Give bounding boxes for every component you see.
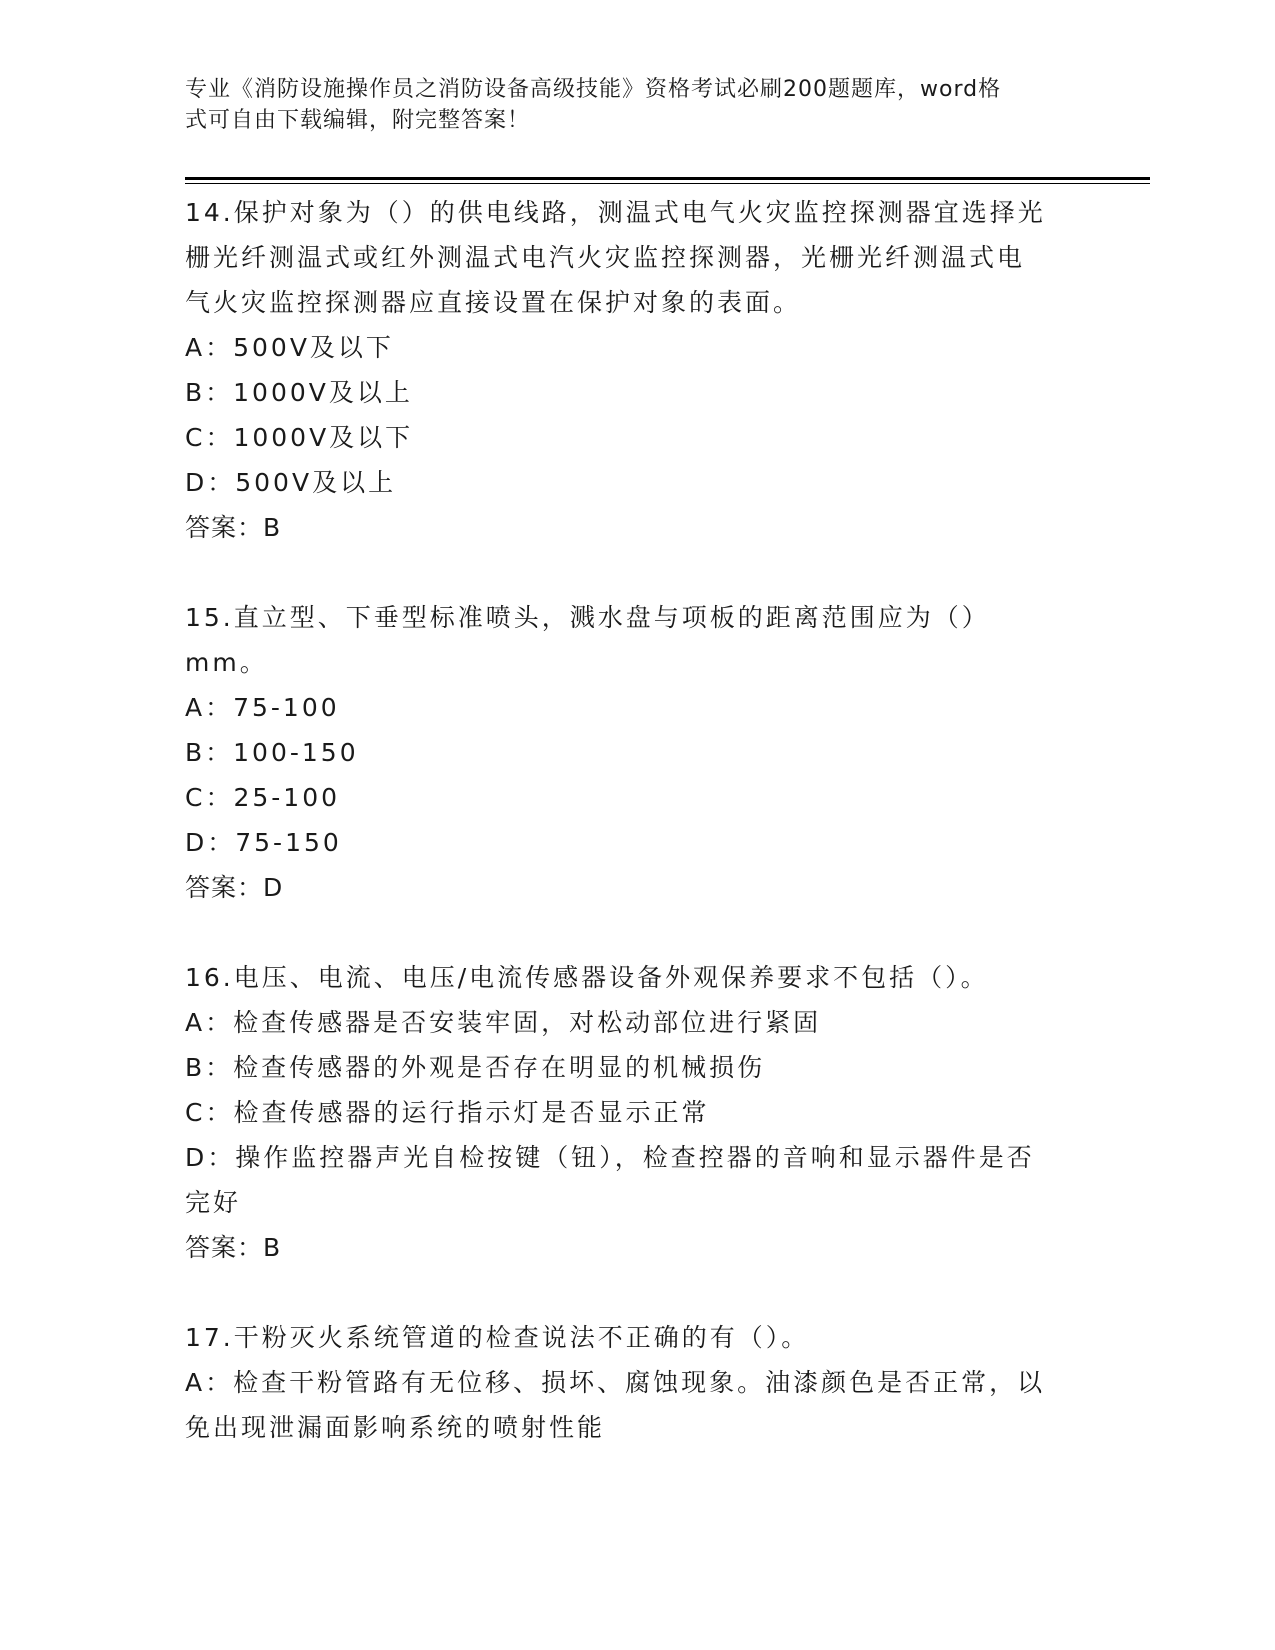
- option-d: D：75-150: [185, 828, 342, 857]
- header-line: 专业《消防设施操作员之消防设备高级技能》资格考试必刷200题题库，word格: [185, 77, 1002, 102]
- option-d: D：500V及以上: [185, 468, 397, 497]
- question-15: [185, 595, 1070, 910]
- question-stem: 栅光纤测温式或红外测温式电汽火灾监控探测器，光栅光纤测温式电: [185, 243, 1026, 272]
- question-stem: 15.直立型、下垂型标准喷头，溅水盘与项板的距离范围应为（）mm。: [185, 603, 990, 677]
- option-b: B：检查传感器的外观是否存在明显的机械损伤: [185, 1053, 766, 1082]
- answer: 答案：D: [185, 873, 284, 902]
- question-17: [185, 1315, 1070, 1450]
- option-a: A：500V及以下: [185, 333, 394, 362]
- question-stem: 16.电压、电流、电压/电流传感器设备外观保养要求不包括（）。: [185, 963, 989, 992]
- header-line: 式可自由下载编辑，附完整答案！: [185, 108, 531, 133]
- answer: 答案：B: [185, 1233, 282, 1262]
- option-a-continued: 免出现泄漏面影响系统的喷射性能: [185, 1413, 606, 1442]
- question-list: [185, 190, 1070, 1495]
- option-b: B：100-150: [185, 738, 359, 767]
- option-a: A：检查传感器是否安装牢固，对松动部位进行紧固: [185, 1008, 822, 1037]
- option-a: A：75-100: [185, 693, 340, 722]
- header-divider-thin: [185, 183, 1150, 184]
- option-b: B：1000V及以上: [185, 378, 413, 407]
- option-a: A：检查干粉管路有无位移、损坏、腐蚀现象。油漆颜色是否正常，以: [185, 1368, 1046, 1397]
- document-header: [185, 74, 1065, 136]
- option-d: D：操作监控器声光自检按键（钮），检查控器的音响和显示器件是否: [185, 1143, 1035, 1172]
- question-stem: 17.干粉灭火系统管道的检查说法不正确的有（）。: [185, 1323, 810, 1352]
- question-stem: 14.保护对象为（）的供电线路，测温式电气火灾监控探测器宜选择光: [185, 198, 1046, 227]
- option-d-continued: 完好: [185, 1188, 242, 1217]
- option-c: C：检查传感器的运行指示灯是否显示正常: [185, 1098, 710, 1127]
- question-16: [185, 955, 1070, 1270]
- question-stem: 气火灾监控探测器应直接设置在保护对象的表面。: [185, 288, 802, 317]
- question-14: [185, 190, 1070, 550]
- header-divider: [185, 177, 1150, 180]
- option-c: C：25-100: [185, 783, 341, 812]
- answer: 答案：B: [185, 513, 282, 542]
- option-c: C：1000V及以下: [185, 423, 414, 452]
